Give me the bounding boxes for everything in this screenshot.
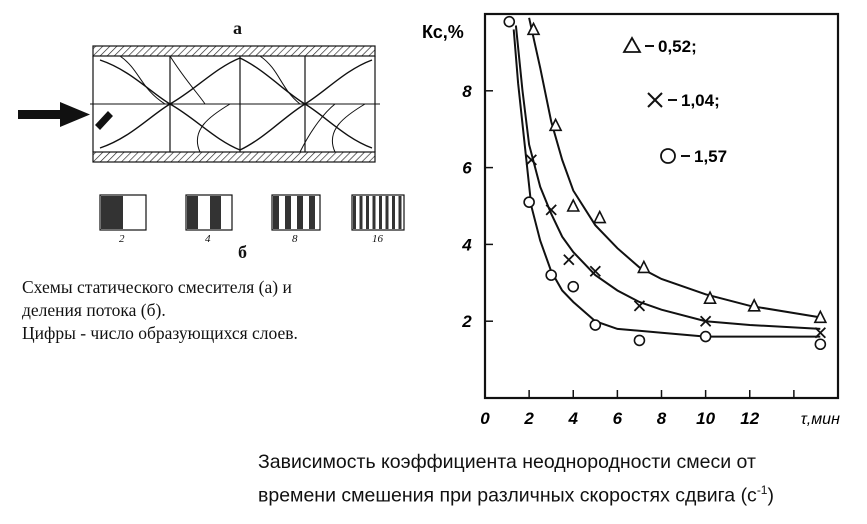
y-tick-label: 2 bbox=[462, 312, 472, 332]
series-curve bbox=[514, 29, 821, 336]
layer-count-2: 2 bbox=[119, 233, 125, 245]
data-point bbox=[546, 270, 556, 280]
pipe-wall-top bbox=[93, 46, 375, 56]
mixer-caption-line-2: деления потока (б). bbox=[22, 300, 166, 320]
label-a: а bbox=[233, 18, 242, 38]
x-axis-title: τ,мин bbox=[800, 411, 840, 428]
legend-label: 1,04; bbox=[681, 91, 720, 110]
data-point bbox=[594, 212, 605, 223]
x-tick-label: 10 bbox=[696, 409, 716, 428]
legend-marker bbox=[624, 38, 640, 52]
legend-label: 1,57 bbox=[694, 147, 728, 166]
chart-caption-line-1: Зависимость коэффициента неоднородности смеси от bbox=[258, 451, 756, 473]
pipe-wall-bottom bbox=[93, 152, 375, 162]
legend-marker bbox=[648, 93, 662, 107]
x-tick-label: 8 bbox=[656, 409, 667, 428]
x-tick-label: 0 bbox=[480, 409, 490, 428]
chart-caption bbox=[258, 448, 858, 510]
layer-count-8: 8 bbox=[292, 233, 298, 245]
legend-entry-x bbox=[648, 91, 720, 110]
legend-marker bbox=[661, 149, 675, 163]
layer-count-16: 16 bbox=[372, 233, 383, 245]
data-point bbox=[568, 282, 578, 292]
layer-box-4 bbox=[186, 195, 232, 230]
chart-caption-superscript: -1 bbox=[756, 483, 768, 497]
data-point bbox=[634, 335, 644, 345]
layer-box-8 bbox=[272, 195, 320, 230]
series-circle bbox=[504, 17, 825, 350]
legend-entry-circle bbox=[661, 147, 727, 166]
data-point bbox=[590, 320, 600, 330]
data-point bbox=[504, 17, 514, 27]
data-point bbox=[524, 197, 534, 207]
flow-arrow bbox=[18, 102, 90, 127]
y-axis-title: Кс,% bbox=[422, 22, 464, 42]
static-mixer-diagram bbox=[0, 0, 440, 250]
data-point bbox=[568, 200, 579, 211]
label-b: б bbox=[238, 242, 247, 262]
y-tick-label: 4 bbox=[462, 235, 472, 255]
x-tick-label: 4 bbox=[568, 409, 578, 428]
series-triangle bbox=[528, 18, 826, 323]
x-tick-label: 2 bbox=[524, 409, 534, 428]
legend-entry-triangle bbox=[624, 37, 697, 56]
mixer-caption bbox=[22, 276, 422, 345]
data-point bbox=[701, 332, 711, 342]
layer-box-16 bbox=[352, 195, 404, 230]
layer-box-2 bbox=[100, 195, 146, 230]
legend-label: 0,52; bbox=[658, 37, 697, 56]
plot-frame bbox=[485, 14, 838, 398]
y-tick-label: 8 bbox=[462, 81, 472, 101]
series-curve bbox=[529, 18, 820, 318]
data-point bbox=[564, 255, 574, 265]
chart-caption-line-2 bbox=[258, 476, 858, 510]
mixing-chart bbox=[410, 0, 867, 440]
y-tick-label: 6 bbox=[462, 158, 472, 178]
layer-count-4: 4 bbox=[205, 233, 211, 245]
x-tick-label: 6 bbox=[612, 409, 623, 428]
data-point bbox=[815, 339, 825, 349]
mixer-caption-line-1: Схемы статического смесителя (а) и bbox=[22, 277, 292, 297]
mixer-caption-line-3: Цифры - число образующихся слоев. bbox=[22, 323, 298, 343]
chart-caption-line-2-end: ) bbox=[767, 484, 774, 507]
x-tick-label: 12 bbox=[740, 409, 760, 428]
chart-caption-line-2-text: времени смешения при различных скоростях сдвига (с bbox=[258, 484, 757, 507]
series-curve bbox=[516, 26, 820, 329]
